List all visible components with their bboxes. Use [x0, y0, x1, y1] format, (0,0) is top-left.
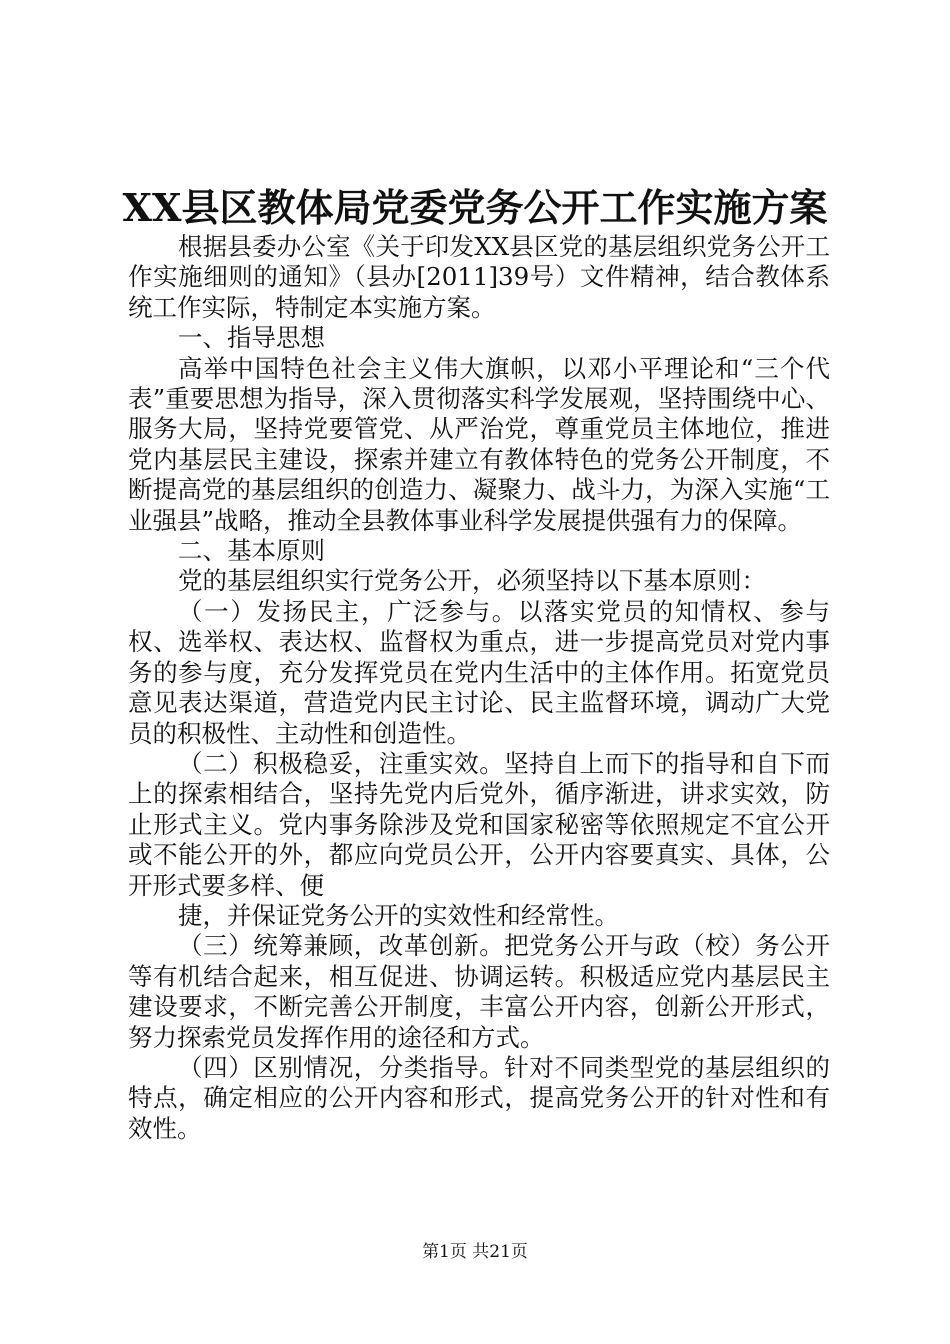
document-title: XX县区教体局党委党务公开工作实施方案 — [122, 185, 828, 230]
section-heading-basic-principles: 二、基本原则 — [178, 536, 325, 566]
paragraph-principle-4: （四）区别情况，分类指导。针对不同类型党的基层组织的特点，确定相应的公开内容和形式，提高党务公开的针对性和有效性。 — [128, 1052, 830, 1143]
paragraph-guiding-ideology: 高举中国特色社会主义伟大旗帜，以邓小平理论和“三个代表”重要思想为指导，深入贯彻落实科学发展观，坚持围绕中心、服务大局，坚持党要管党、从严治党，尊重党员主体地位，推进党内基层民主建设，探索并建立有教体特色的党务公开制度，不断提高党的基层组织的创造力、凝聚力、战斗力，为深入实施“工业强县”战略，推动全县教体事业科学发展提供强有力的保障。 — [128, 353, 830, 535]
paragraph-intro: 根据县委办公室《关于印发XX县区党的基层组织党务公开工作实施细则的通知》（县办[2011]39号）文件精神，结合教体系统工作实际，特制定本实施方案。 — [128, 232, 830, 322]
page-number-footer: 第1页 共21页 — [422, 1242, 528, 1262]
paragraph-principles-intro: 党的基层组织实行党务公开，必须坚持以下基本原则： — [178, 566, 766, 596]
paragraph-principle-1: （一）发扬民主，广泛参与。以落实党员的知情权、参与权、选举权、表达权、监督权为重点，进一步提高党员对党内事务的参与度，充分发挥党员在党内生活中的主体作用。拓宽党员意见表达渠道，营造党内民主讨论、民主监督环境，调动广大党员的积极性、主动性和创造性。 — [128, 596, 830, 748]
paragraph-principle-3: （三）统筹兼顾，改革创新。把党务公开与政（校）务公开等有机结合起来，相互促进、协调运转。积极适应党内基层民主建设要求，不断完善公开制度，丰富公开内容，创新公开形式，努力探索党员发挥作用的途径和方式。 — [128, 931, 830, 1052]
paragraph-principle-2: （二）积极稳妥，注重实效。坚持自上而下的指导和自下而上的探索相结合，坚持先党内后党外，循序渐进，讲求实效，防止形式主义。党内事务除涉及党和国家秘密等依照规定不宜公开或不能公开的外，都应向党员公开，公开内容要真实、具体，公开形式要多样、便 — [128, 748, 830, 900]
document-body — [128, 232, 830, 1144]
section-heading-guiding-ideology: 一、指导思想 — [178, 323, 325, 353]
paragraph-principle-2-continued: 捷，并保证党务公开的实效性和经常性。 — [178, 900, 619, 930]
